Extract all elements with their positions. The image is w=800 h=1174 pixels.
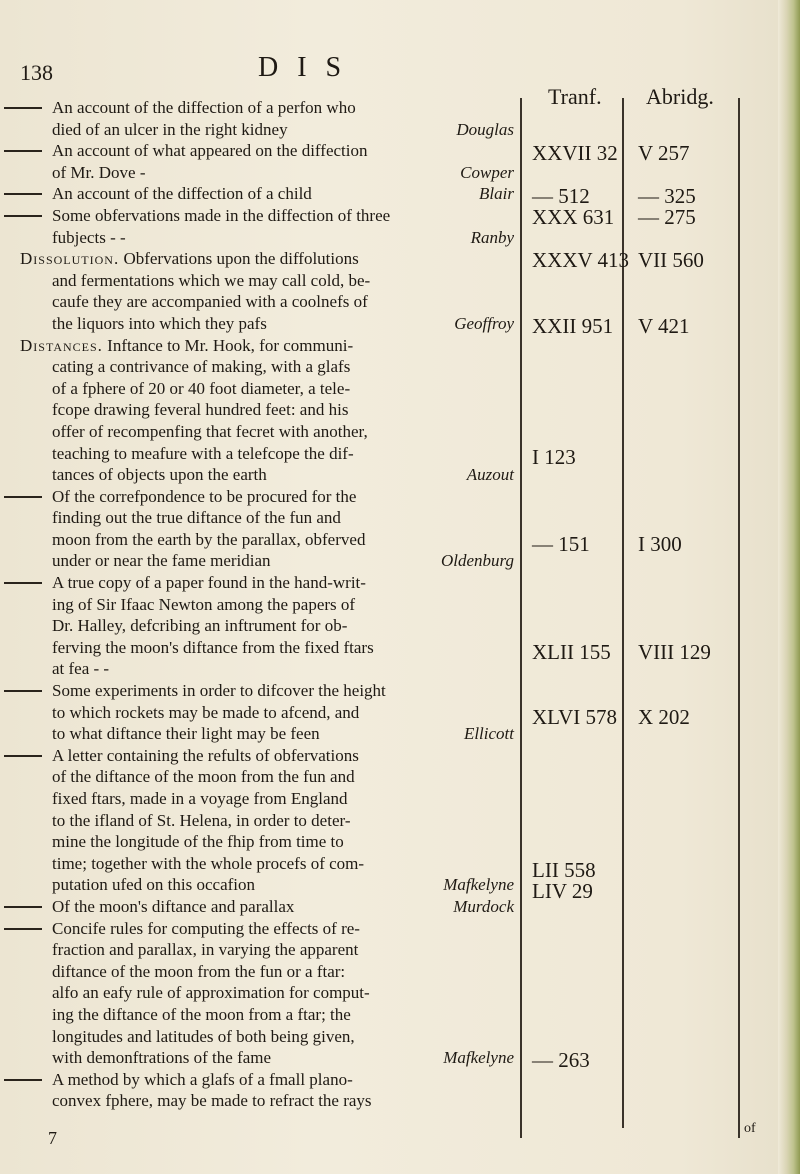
index-entry: Dissolution. Obfervations upon the diffolutions and fermentations which we may call cold, be- caufe they are accompanied with a coolnefs of the liquors into which they pafs Geoffroy xyxy=(20,249,514,333)
entry-author: Mafkelyne xyxy=(443,1048,514,1068)
ditto-dash xyxy=(4,582,42,584)
ditto-dash xyxy=(4,1079,42,1081)
entry-author: Oldenburg xyxy=(440,551,514,571)
index-entry: Concife rules for computing the effects of re- fraction and parallax, in varying the apparent diftance of the moon from the fun or a ftar: alfo an eafy rule of approximation for comput- ing the diftance of the moon from a ftar; the longitudes and latitudes of both being given, with demonftrations of the fame Mafkelyne xyxy=(52,918,514,1069)
entry-author: Mafkelyne xyxy=(443,875,514,895)
tranf-ref: — 263 xyxy=(532,1048,590,1072)
index-entry: Distances. Inftance to Mr. Hook, for communi- cating a contrivance of making, with a glafs of a fphere of 20 or 40 foot diameter, a tele- fcope drawing feveral hundred feet: and his offer of recompenfing that fecret with another, teaching to meafure with a telefcope the dif- tances of objects upon the earth Auzout xyxy=(20,335,514,485)
ditto-dash xyxy=(4,928,42,930)
index-entry: Of the moon's diftance and parallax Murdock xyxy=(52,896,514,918)
tranf-ref: I 123 xyxy=(532,445,576,469)
index-entry: Of the correfpondence to be procured for the finding out the true diftance of the fun and moon from the earth by the parallax, obferved under or near the fame meridian Oldenburg xyxy=(52,486,514,572)
catchword: of xyxy=(744,1121,756,1136)
running-header: D I S xyxy=(258,52,348,83)
tranf-ref: XXII 951 xyxy=(532,314,614,338)
ditto-dash xyxy=(4,906,42,908)
index-entry: A letter containing the refults of obfervations of the diftance of the moon from the fun and fixed ftars, made in a voyage from England to the ifland of St. Helena, in order to deter- mine the longitude of the fhip from time to time; together with the whole procefs of com- putation ufed on this occafion Mafkelyne xyxy=(52,745,514,896)
index-entry: A true copy of a paper found in the hand-writ- ing of Sir Ifaac Newton among the papers of Dr. Halley, defcribing an inftrument for ob- ferving the moon's diftance from the fixed ftars at fea - - xyxy=(52,572,514,680)
page-number: 138 xyxy=(20,60,53,85)
ditto-dash xyxy=(4,215,42,217)
entry-author: Murdock xyxy=(453,896,514,916)
ditto-dash xyxy=(4,150,42,152)
index-entry: An account of the diffection of a child Blair xyxy=(52,183,514,205)
abridg-ref: V 421 xyxy=(638,314,690,338)
entry-author: Blair xyxy=(479,184,514,204)
entry-author: Douglas xyxy=(456,119,514,139)
column-rule xyxy=(738,98,740,1138)
page-edge xyxy=(778,0,800,1174)
abridg-ref: VIII 129 xyxy=(638,640,711,664)
entry-author: Auzout xyxy=(466,465,514,485)
ditto-dash xyxy=(4,107,42,109)
index-entry: An account of what appeared on the diffection of Mr. Dove - Cowper xyxy=(52,140,514,183)
abridg-ref: V 257 xyxy=(638,141,690,165)
signature-mark: 7 xyxy=(48,1128,57,1148)
entry-author: Ellicott xyxy=(463,724,514,744)
tranf-ref: XXX 631 xyxy=(532,205,615,229)
index-entry: A method by which a glafs of a fmall plano- convex fphere, may be made to refract the rays xyxy=(52,1069,514,1112)
tranf-ref: XXXV 413 xyxy=(532,248,630,272)
abridg-ref: VII 560 xyxy=(638,248,704,272)
index-entry: Some experiments in order to difcover the height to which rockets may be made to afcend, and to what diftance their light may be feen Ellicott xyxy=(52,680,514,745)
entry-author: Cowper xyxy=(460,162,514,182)
abridg-ref: — 325 xyxy=(638,184,696,208)
ditto-dash xyxy=(4,496,42,498)
ditto-dash xyxy=(4,193,42,195)
entry-author: Ranby xyxy=(470,227,514,247)
tranf-ref: — 512 xyxy=(532,184,590,208)
tranf-ref: XLVI 578 xyxy=(532,705,617,729)
abridg-ref: I 300 xyxy=(638,532,682,556)
entry-heading: Distances. xyxy=(20,335,103,355)
ditto-dash xyxy=(4,690,42,692)
column-header-tranf: Tranf. xyxy=(548,84,602,109)
tranf-ref: LII 558 xyxy=(532,858,596,882)
tranf-ref: XLII 155 xyxy=(532,640,611,664)
column-rule xyxy=(520,98,522,1138)
tranf-ref: — 151 xyxy=(532,532,590,556)
abridg-ref: X 202 xyxy=(638,705,690,729)
index-entries xyxy=(20,97,514,1112)
ditto-dash xyxy=(4,755,42,757)
abridg-ref: — 275 xyxy=(638,205,696,229)
index-entry: An account of the diffection of a perfon who died of an ulcer in the right kidney Douglas xyxy=(52,97,514,140)
column-header-abridg: Abridg. xyxy=(646,84,714,109)
tranf-ref: LIV 29 xyxy=(532,879,593,903)
tranf-ref: XXVII 32 xyxy=(532,141,618,165)
entry-heading: Dissolution. xyxy=(20,249,120,269)
entry-author: Geoffroy xyxy=(454,313,514,333)
index-entry: Some obfervations made in the diffection of three fubjects - - Ranby xyxy=(52,205,514,248)
